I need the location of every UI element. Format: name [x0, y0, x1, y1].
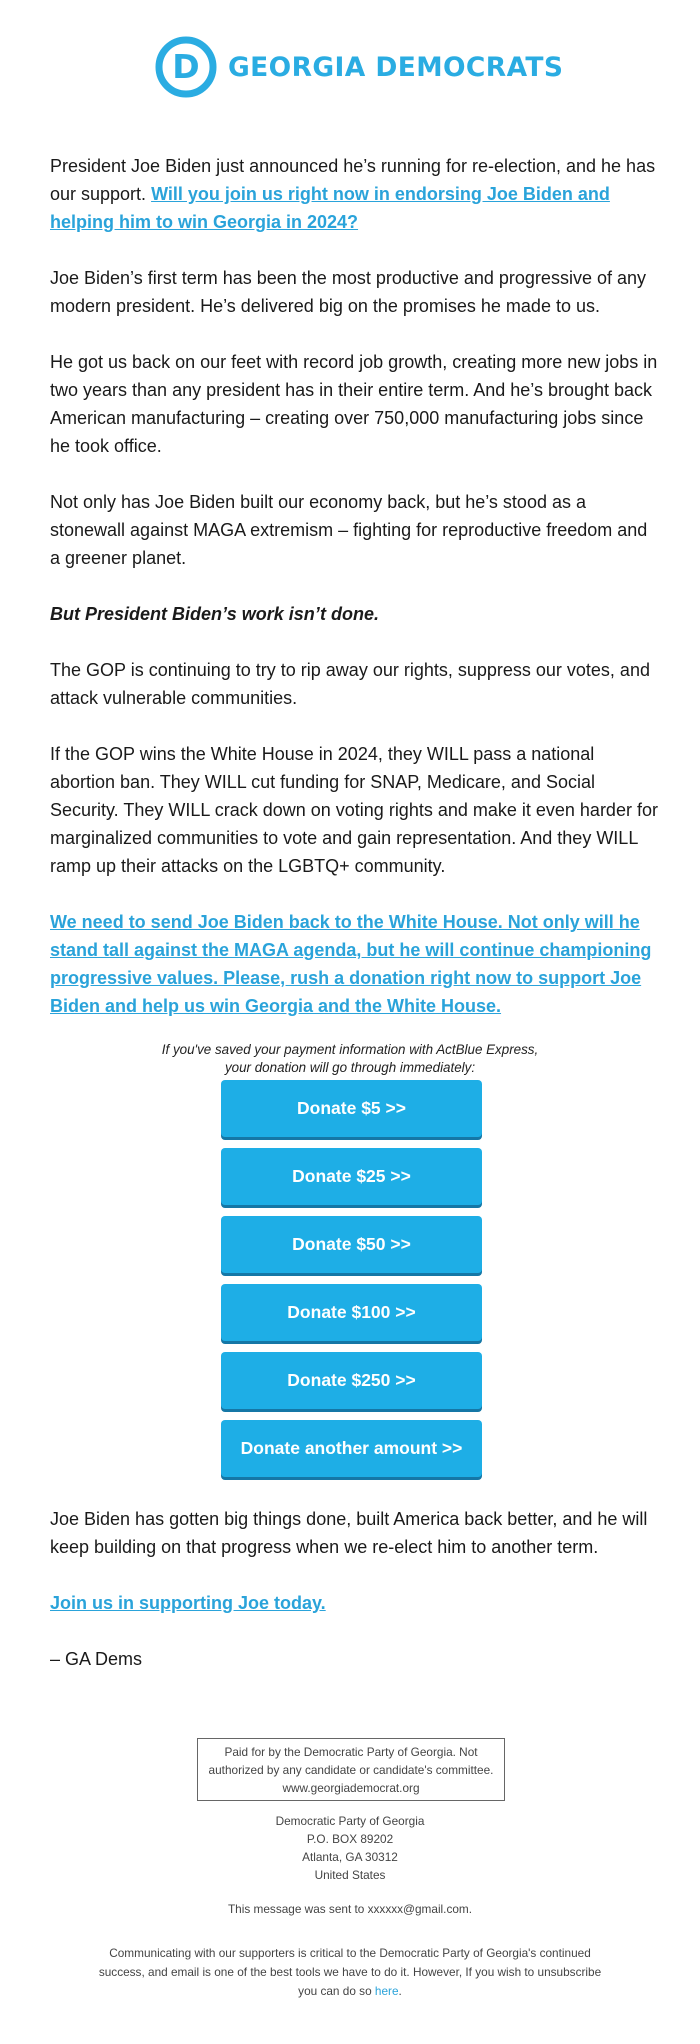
address-line: Democratic Party of Georgia — [275, 1814, 425, 1828]
address-line: P.O. BOX 89202 — [306, 1832, 394, 1846]
paragraph-donate-appeal — [50, 908, 660, 1020]
sent-to-notice — [0, 1900, 700, 1918]
unsubscribe-notice — [95, 1944, 605, 2001]
recipient-email: xxxxxx@gmail.com — [367, 1902, 469, 1916]
unsubscribe-text: Communicating with our supporters is critical to the Democratic Party of Georgia's continued success, and email is one of the best tools we have to do it. However, If you wish to unsubscribe you can do so — [98, 1946, 602, 1998]
paragraph-work-not-done: But President Biden’s work isn’t done. — [50, 604, 380, 624]
paragraph-intro — [50, 152, 660, 236]
actblue-note-line: your donation will go through immediately: — [224, 1060, 476, 1075]
disclaimer-line: Paid for by the Democratic Party of Georgia. Not — [224, 1745, 478, 1759]
join-link[interactable]: Join us in supporting Joe today. — [50, 1593, 326, 1613]
address-line: United States — [314, 1868, 386, 1882]
disclaimer-line: authorized by any candidate or candidate's committee. — [208, 1763, 494, 1777]
donation-appeal-link[interactable]: We need to send Joe Biden back to the White House. Not only will he stand tall against the MAGA agenda, but he will continue championing progressive values. Please, rush a donation right now to support Joe Biden and help us win Georgia and the White House. — [50, 912, 652, 1016]
brand-logo[interactable] — [155, 36, 563, 98]
endorse-link[interactable]: Will you join us right now in endorsing Joe Biden and helping him to win Georgia in 2024? — [50, 184, 610, 232]
donate-50-button[interactable]: Donate $50 >> — [221, 1216, 482, 1273]
paragraph-gop-wins: If the GOP wins the White House in 2024, they WILL pass a national abortion ban. They WILL cut funding for SNAP, Medicare, and Social Security. They WILL crack down on voting rights and make it even harder for marginalized communities to vote and gain representation. And they WILL ramp up their attacks on the LGBTQ+ community. — [50, 744, 658, 876]
closing-section — [50, 1505, 660, 1701]
sent-to-prefix: This message was sent to — [227, 1902, 368, 1916]
unsubscribe-end: . — [398, 1984, 402, 1998]
signoff: – GA Dems — [50, 1649, 143, 1669]
actblue-note-line: If you've saved your payment information with ActBlue Express, — [161, 1042, 539, 1057]
disclaimer-website: www.georgiademocrat.org — [282, 1781, 420, 1795]
address-line: Atlanta, GA 30312 — [302, 1850, 398, 1864]
donate-other-amount-button[interactable]: Donate another amount >> — [221, 1420, 482, 1477]
democrats-d-logo-icon — [155, 36, 217, 98]
paid-for-disclaimer — [197, 1738, 505, 1801]
paragraph-closing: Joe Biden has gotten big things done, built America back better, and he will keep building on that progress when we re-elect him to another term. — [50, 1509, 648, 1557]
message-body — [50, 152, 660, 1048]
intro-text: President Joe Biden just announced he’s running for re-election, and he has our support. — [50, 156, 656, 204]
donate-100-button[interactable]: Donate $100 >> — [221, 1284, 482, 1341]
paragraph-join — [50, 1589, 660, 1617]
paragraph-jobs: He got us back on our feet with record job growth, creating more new jobs in two years than any president has in their entire term. And he’s brought back American manufacturing – creating over 750,000 manufacturing jobs since he took office. — [50, 352, 658, 456]
donate-250-button[interactable]: Donate $250 >> — [221, 1352, 482, 1409]
actblue-note — [0, 1041, 700, 1077]
donate-5-button[interactable]: Donate $5 >> — [221, 1080, 482, 1137]
paragraph-first-term: Joe Biden’s first term has been the most productive and progressive of any modern president. He’s delivered big on the promises he made to us. — [50, 268, 646, 316]
paragraph-economy: Not only has Joe Biden built our economy back, but he’s stood as a stonewall against MAGA extremism – fighting for reproductive freedom and a greener planet. — [50, 492, 648, 568]
sent-to-suffix: . — [468, 1902, 473, 1916]
logo-letter: D — [172, 47, 200, 86]
unsubscribe-link[interactable]: here — [374, 1984, 399, 1998]
brand-name: GEORGIA DEMOCRATS — [228, 51, 564, 83]
mailing-address — [0, 1812, 700, 1884]
donate-25-button[interactable]: Donate $25 >> — [221, 1148, 482, 1205]
paragraph-gop: The GOP is continuing to try to rip away our rights, suppress our votes, and attack vulnerable communities. — [50, 660, 650, 708]
